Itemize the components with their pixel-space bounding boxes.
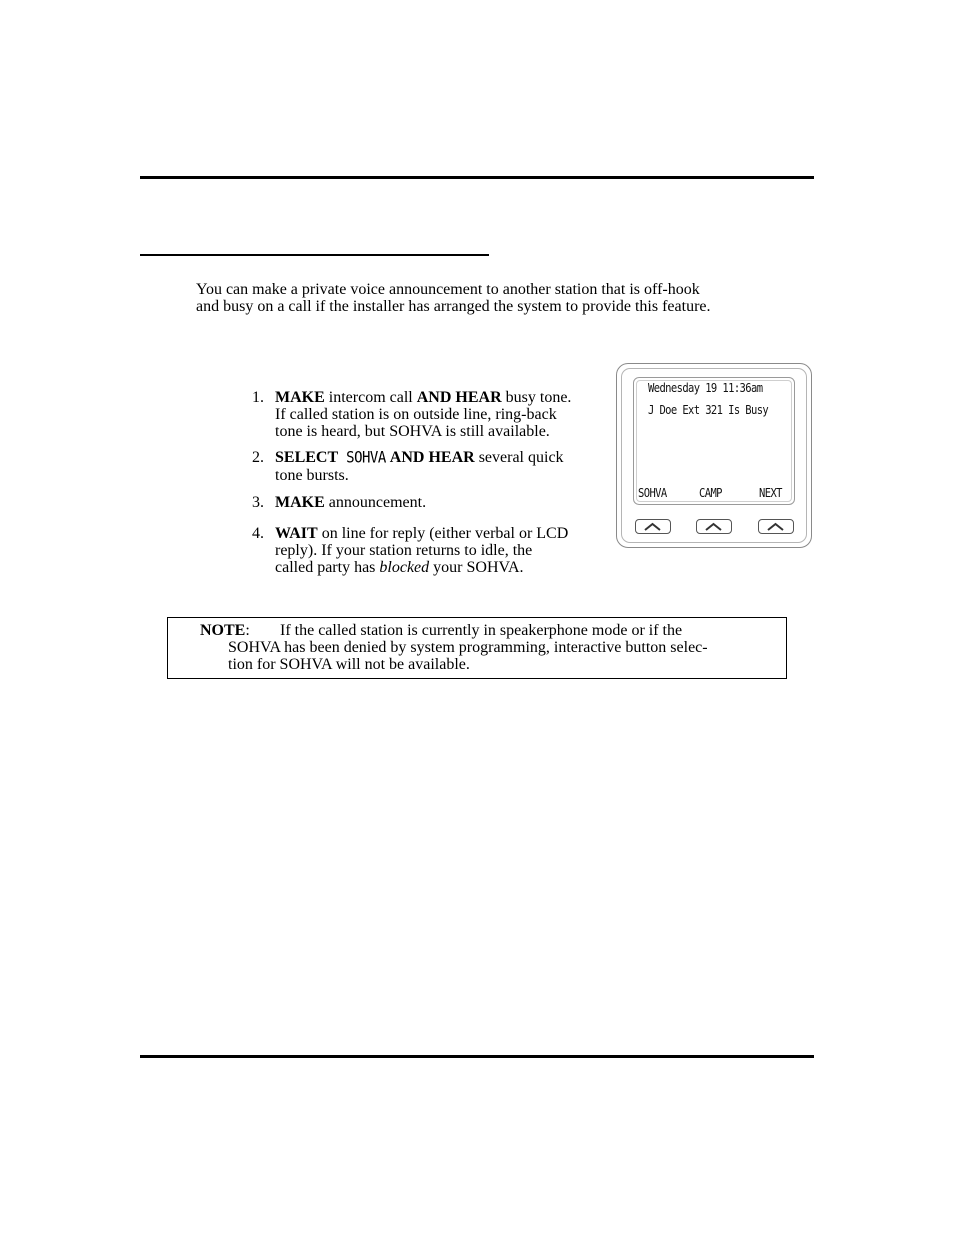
softkey-reference: SOHVA bbox=[346, 448, 386, 468]
softkey-label-camp: CAMP bbox=[699, 486, 722, 501]
lcd-screen-inner bbox=[636, 380, 792, 502]
step-line bbox=[275, 449, 602, 467]
step-number: 3. bbox=[252, 494, 264, 511]
step-line bbox=[275, 525, 602, 542]
step-3 bbox=[252, 494, 602, 511]
step-line bbox=[275, 389, 602, 406]
step-action: AND HEAR bbox=[416, 389, 502, 406]
lcd-date-line: Wednesday 19 11:36am bbox=[648, 381, 763, 396]
step-line: tone is heard, but SOHVA is still available. bbox=[275, 423, 550, 440]
step-action: SELECT bbox=[275, 449, 339, 466]
lcd-status-line: J Doe Ext 321 Is Busy bbox=[648, 403, 769, 418]
softkey-button-sohva[interactable] bbox=[635, 519, 671, 534]
bottom-rule bbox=[140, 1055, 814, 1058]
step-2 bbox=[252, 449, 602, 484]
step-line: If called station is on outside line, ring-back bbox=[275, 406, 557, 423]
procedure-steps bbox=[252, 389, 602, 585]
section-heading-rule bbox=[140, 254, 489, 256]
note-line-2: SOHVA has been denied by system programming, interactive button selec- bbox=[228, 639, 708, 656]
step-text: on line for reply (either verbal or LCD bbox=[317, 525, 569, 542]
chevron-up-icon bbox=[759, 520, 792, 532]
note-label: NOTE bbox=[200, 622, 246, 639]
step-number: 1. bbox=[252, 389, 264, 406]
step-action: WAIT bbox=[275, 525, 318, 542]
step-1 bbox=[252, 389, 602, 440]
chevron-up-icon bbox=[636, 520, 669, 532]
note-text: If the called station is currently in speakerphone mode or if the bbox=[280, 622, 683, 639]
softkey-button-next[interactable] bbox=[758, 519, 794, 534]
step-number: 4. bbox=[252, 525, 264, 542]
step-line: reply). If your station returns to idle, the bbox=[275, 542, 533, 559]
step-text: several quick bbox=[474, 449, 564, 466]
softkey-label-sohva: SOHVA bbox=[638, 486, 667, 501]
step-number: 2. bbox=[252, 449, 264, 466]
step-text: announcement. bbox=[324, 494, 427, 511]
step-action: AND HEAR bbox=[389, 449, 475, 466]
note-line-1 bbox=[200, 622, 683, 639]
chevron-up-icon bbox=[697, 520, 730, 532]
intro-paragraph bbox=[196, 281, 776, 315]
step-line: tone bursts. bbox=[275, 467, 349, 484]
intro-line-1: You can make a private voice announcement to another station that is off-hook bbox=[196, 281, 700, 298]
step-emphasis: blocked bbox=[379, 559, 430, 576]
step-text: busy tone. bbox=[501, 389, 572, 406]
note-line-3: tion for SOHVA will not be available. bbox=[228, 656, 470, 673]
softkey-label-next: NEXT bbox=[759, 486, 782, 501]
step-action: MAKE bbox=[275, 494, 325, 511]
softkey-button-camp[interactable] bbox=[696, 519, 732, 534]
note-colon: : bbox=[245, 622, 250, 639]
step-4 bbox=[252, 525, 602, 576]
step-text: your SOHVA. bbox=[429, 559, 524, 576]
note-box bbox=[167, 617, 787, 679]
step-line bbox=[275, 559, 602, 576]
intro-line-2: and busy on a call if the installer has arranged the system to provide this feature. bbox=[196, 298, 711, 315]
step-line bbox=[275, 494, 602, 511]
step-action: MAKE bbox=[275, 389, 325, 406]
step-text: intercom call bbox=[324, 389, 417, 406]
step-text: called party has bbox=[275, 559, 380, 576]
top-rule bbox=[140, 176, 814, 179]
